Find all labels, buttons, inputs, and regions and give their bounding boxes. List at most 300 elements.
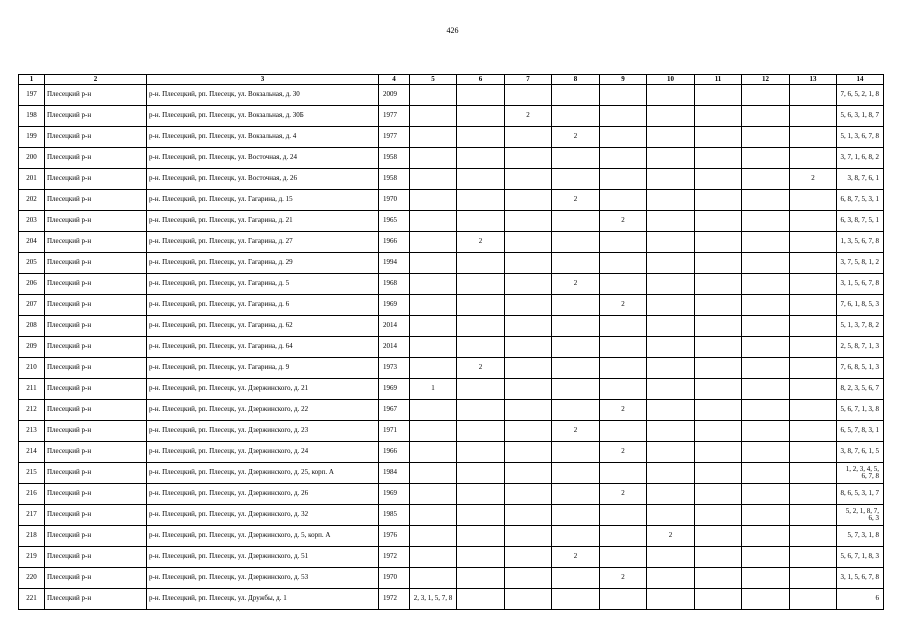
value-cell-col-12 [742, 148, 790, 169]
value-cell-col-12 [742, 505, 790, 526]
sequence-cell: 5, 6, 3, 1, 8, 7 [837, 106, 884, 127]
district-cell: Плесецкий р-н [45, 484, 147, 505]
year-cell: 1965 [379, 211, 410, 232]
table-row [19, 442, 884, 463]
table-row [19, 589, 884, 610]
value-cell-col-13 [790, 421, 837, 442]
value-cell-col-10 [647, 505, 695, 526]
value-cell-col-12 [742, 295, 790, 316]
value-cell-col-5 [410, 400, 457, 421]
table-row [19, 526, 884, 547]
header-row [19, 75, 884, 85]
value-cell-col-12 [742, 316, 790, 337]
value-cell-col-7 [505, 127, 552, 148]
value-cell-col-7 [505, 589, 552, 610]
value-cell-col-13 [790, 106, 837, 127]
address-cell: р-н. Плесецкий, рп. Плесецк, ул. Дзержинского, д. 5, корп. А [147, 526, 379, 547]
row-number-cell: 206 [19, 274, 45, 295]
table-row [19, 295, 884, 316]
value-cell-col-9 [600, 358, 647, 379]
value-cell-col-5 [410, 232, 457, 253]
value-cell-col-7 [505, 484, 552, 505]
value-cell-col-5 [410, 547, 457, 568]
value-cell-col-10 [647, 169, 695, 190]
value-cell-col-11 [695, 169, 742, 190]
table-row [19, 169, 884, 190]
address-cell: р-н. Плесецкий, рп. Плесецк, ул. Гагарина, д. 64 [147, 337, 379, 358]
value-cell-col-9 [600, 148, 647, 169]
address-cell: р-н. Плесецкий, рп. Плесецк, ул. Гагарина, д. 6 [147, 295, 379, 316]
value-cell-col-10 [647, 127, 695, 148]
year-cell: 1966 [379, 232, 410, 253]
value-cell-col-7 [505, 400, 552, 421]
row-number-cell: 197 [19, 85, 45, 106]
value-cell-col-8 [552, 253, 600, 274]
value-cell-col-11 [695, 190, 742, 211]
value-cell-col-13 [790, 232, 837, 253]
year-cell: 1958 [379, 148, 410, 169]
value-cell-col-11 [695, 547, 742, 568]
value-cell-col-9 [600, 547, 647, 568]
row-number-cell: 200 [19, 148, 45, 169]
value-cell-col-8: 2 [552, 421, 600, 442]
value-cell-col-13 [790, 589, 837, 610]
district-cell: Плесецкий р-н [45, 211, 147, 232]
value-cell-col-10 [647, 106, 695, 127]
value-cell-col-11 [695, 400, 742, 421]
table-row [19, 232, 884, 253]
value-cell-col-12 [742, 379, 790, 400]
value-cell-col-11 [695, 505, 742, 526]
column-header-5: 5 [410, 75, 457, 85]
value-cell-col-11 [695, 484, 742, 505]
value-cell-col-12 [742, 358, 790, 379]
value-cell-col-8 [552, 526, 600, 547]
value-cell-col-6 [457, 505, 505, 526]
year-cell: 1976 [379, 526, 410, 547]
value-cell-col-10 [647, 358, 695, 379]
year-cell: 1969 [379, 295, 410, 316]
value-cell-col-10: 2 [647, 526, 695, 547]
value-cell-col-9 [600, 169, 647, 190]
address-cell: р-н. Плесецкий, рп. Плесецк, ул. Вокзальная, д. 30 [147, 85, 379, 106]
row-number-cell: 212 [19, 400, 45, 421]
year-cell: 1984 [379, 463, 410, 484]
value-cell-col-10 [647, 568, 695, 589]
value-cell-col-13 [790, 379, 837, 400]
value-cell-col-8: 2 [552, 274, 600, 295]
table-row [19, 148, 884, 169]
value-cell-col-9 [600, 526, 647, 547]
value-cell-col-11 [695, 526, 742, 547]
value-cell-col-13 [790, 127, 837, 148]
address-cell: р-н. Плесецкий, рп. Плесецк, ул. Дзержинского, д. 26 [147, 484, 379, 505]
row-number-cell: 217 [19, 505, 45, 526]
value-cell-col-7 [505, 169, 552, 190]
value-cell-col-7 [505, 379, 552, 400]
value-cell-col-6 [457, 316, 505, 337]
value-cell-col-6 [457, 400, 505, 421]
table-body [19, 85, 884, 610]
value-cell-col-7 [505, 295, 552, 316]
value-cell-col-7 [505, 568, 552, 589]
table-row [19, 316, 884, 337]
district-cell: Плесецкий р-н [45, 274, 147, 295]
value-cell-col-6 [457, 589, 505, 610]
value-cell-col-12 [742, 211, 790, 232]
column-header-6: 6 [457, 75, 505, 85]
value-cell-col-11 [695, 589, 742, 610]
address-cell: р-н. Плесецкий, рп. Плесецк, ул. Дзержинского, д. 22 [147, 400, 379, 421]
value-cell-col-12 [742, 547, 790, 568]
address-cell: р-н. Плесецкий, рп. Плесецк, ул. Дзержинского, д. 32 [147, 505, 379, 526]
value-cell-col-5 [410, 127, 457, 148]
row-number-cell: 214 [19, 442, 45, 463]
value-cell-col-9: 2 [600, 211, 647, 232]
column-header-3: 3 [147, 75, 379, 85]
value-cell-col-7 [505, 148, 552, 169]
year-cell: 1969 [379, 379, 410, 400]
address-cell: р-н. Плесецкий, рп. Плесецк, ул. Дзержинского, д. 24 [147, 442, 379, 463]
value-cell-col-11 [695, 442, 742, 463]
value-cell-col-10 [647, 232, 695, 253]
value-cell-col-7 [505, 505, 552, 526]
value-cell-col-12 [742, 421, 790, 442]
value-cell-col-10 [647, 463, 695, 484]
district-cell: Плесецкий р-н [45, 148, 147, 169]
value-cell-col-10 [647, 589, 695, 610]
value-cell-col-6 [457, 106, 505, 127]
value-cell-col-9 [600, 589, 647, 610]
sequence-cell: 3, 1, 5, 6, 7, 8 [837, 568, 884, 589]
value-cell-col-5 [410, 85, 457, 106]
sequence-cell: 8, 6, 5, 3, 1, 7 [837, 484, 884, 505]
value-cell-col-9 [600, 316, 647, 337]
value-cell-col-13 [790, 568, 837, 589]
value-cell-col-9 [600, 253, 647, 274]
column-header-7: 7 [505, 75, 552, 85]
value-cell-col-9 [600, 421, 647, 442]
value-cell-col-12 [742, 400, 790, 421]
value-cell-col-9 [600, 106, 647, 127]
value-cell-col-8 [552, 337, 600, 358]
table-row [19, 127, 884, 148]
district-cell: Плесецкий р-н [45, 379, 147, 400]
value-cell-col-13 [790, 337, 837, 358]
table-row [19, 505, 884, 526]
value-cell-col-5: 1 [410, 379, 457, 400]
table-row [19, 358, 884, 379]
district-cell: Плесецкий р-н [45, 169, 147, 190]
sequence-cell: 3, 7, 1, 6, 8, 2 [837, 148, 884, 169]
address-cell: р-н. Плесецкий, рп. Плесецк, ул. Гагарина, д. 15 [147, 190, 379, 211]
row-number-cell: 218 [19, 526, 45, 547]
value-cell-col-7: 2 [505, 106, 552, 127]
value-cell-col-12 [742, 568, 790, 589]
table-row [19, 190, 884, 211]
value-cell-col-6 [457, 190, 505, 211]
value-cell-col-12 [742, 253, 790, 274]
value-cell-col-8 [552, 379, 600, 400]
value-cell-col-8 [552, 568, 600, 589]
value-cell-col-12 [742, 127, 790, 148]
value-cell-col-6 [457, 484, 505, 505]
row-number-cell: 207 [19, 295, 45, 316]
value-cell-col-6 [457, 148, 505, 169]
value-cell-col-11 [695, 148, 742, 169]
value-cell-col-9: 2 [600, 442, 647, 463]
table-row [19, 463, 884, 484]
value-cell-col-13 [790, 211, 837, 232]
year-cell: 1985 [379, 505, 410, 526]
sequence-cell: 6 [837, 589, 884, 610]
value-cell-col-10 [647, 274, 695, 295]
address-cell: р-н. Плесецкий, рп. Плесецк, ул. Гагарина, д. 5 [147, 274, 379, 295]
value-cell-col-5 [410, 253, 457, 274]
sequence-cell: 8, 2, 3, 5, 6, 7 [837, 379, 884, 400]
district-cell: Плесецкий р-н [45, 568, 147, 589]
value-cell-col-10 [647, 484, 695, 505]
value-cell-col-5 [410, 421, 457, 442]
value-cell-col-7 [505, 274, 552, 295]
sequence-cell: 1, 3, 5, 6, 7, 8 [837, 232, 884, 253]
value-cell-col-11 [695, 211, 742, 232]
value-cell-col-5 [410, 526, 457, 547]
value-cell-col-9 [600, 85, 647, 106]
table-row [19, 337, 884, 358]
value-cell-col-12 [742, 589, 790, 610]
value-cell-col-8: 2 [552, 190, 600, 211]
value-cell-col-9 [600, 505, 647, 526]
column-header-10: 10 [647, 75, 695, 85]
row-number-cell: 215 [19, 463, 45, 484]
sequence-cell: 7, 6, 5, 2, 1, 8 [837, 85, 884, 106]
value-cell-col-13 [790, 274, 837, 295]
row-number-cell: 209 [19, 337, 45, 358]
row-number-cell: 211 [19, 379, 45, 400]
page-number: 426 [446, 26, 459, 35]
sequence-cell: 6, 3, 8, 7, 5, 1 [837, 211, 884, 232]
value-cell-col-9 [600, 274, 647, 295]
value-cell-col-13 [790, 316, 837, 337]
year-cell: 1972 [379, 547, 410, 568]
value-cell-col-9 [600, 127, 647, 148]
value-cell-col-12 [742, 232, 790, 253]
value-cell-col-5 [410, 442, 457, 463]
value-cell-col-8 [552, 106, 600, 127]
value-cell-col-8 [552, 232, 600, 253]
value-cell-col-5 [410, 337, 457, 358]
value-cell-col-6 [457, 547, 505, 568]
district-cell: Плесецкий р-н [45, 106, 147, 127]
value-cell-col-5 [410, 190, 457, 211]
value-cell-col-11 [695, 295, 742, 316]
sequence-cell: 6, 8, 7, 5, 3, 1 [837, 190, 884, 211]
value-cell-col-7 [505, 85, 552, 106]
value-cell-col-13 [790, 505, 837, 526]
value-cell-col-11 [695, 232, 742, 253]
district-cell: Плесецкий р-н [45, 505, 147, 526]
address-cell: р-н. Плесецкий, рп. Плесецк, ул. Восточная, д. 26 [147, 169, 379, 190]
address-cell: р-н. Плесецкий, рп. Плесецк, ул. Гагарина, д. 62 [147, 316, 379, 337]
table-row [19, 274, 884, 295]
value-cell-col-13 [790, 400, 837, 421]
value-cell-col-10 [647, 148, 695, 169]
district-cell: Плесецкий р-н [45, 85, 147, 106]
value-cell-col-6 [457, 169, 505, 190]
value-cell-col-6 [457, 526, 505, 547]
value-cell-col-7 [505, 316, 552, 337]
value-cell-col-6 [457, 442, 505, 463]
sequence-cell: 3, 7, 5, 8, 1, 2 [837, 253, 884, 274]
sequence-cell: 3, 8, 7, 6, 1 [837, 169, 884, 190]
value-cell-col-7 [505, 190, 552, 211]
table-row [19, 379, 884, 400]
address-cell: р-н. Плесецкий, рп. Плесецк, ул. Дзержинского, д. 23 [147, 421, 379, 442]
district-cell: Плесецкий р-н [45, 421, 147, 442]
value-cell-col-8 [552, 400, 600, 421]
value-cell-col-6 [457, 379, 505, 400]
row-number-cell: 203 [19, 211, 45, 232]
value-cell-col-7 [505, 211, 552, 232]
value-cell-col-9 [600, 190, 647, 211]
value-cell-col-11 [695, 358, 742, 379]
value-cell-col-8: 2 [552, 547, 600, 568]
value-cell-col-8 [552, 85, 600, 106]
column-header-4: 4 [379, 75, 410, 85]
row-number-cell: 198 [19, 106, 45, 127]
year-cell: 2014 [379, 316, 410, 337]
value-cell-col-10 [647, 316, 695, 337]
table-row [19, 568, 884, 589]
district-cell: Плесецкий р-н [45, 127, 147, 148]
value-cell-col-12 [742, 169, 790, 190]
value-cell-col-5 [410, 484, 457, 505]
value-cell-col-7 [505, 442, 552, 463]
district-cell: Плесецкий р-н [45, 295, 147, 316]
value-cell-col-13 [790, 253, 837, 274]
row-number-cell: 210 [19, 358, 45, 379]
value-cell-col-11 [695, 379, 742, 400]
value-cell-col-8 [552, 505, 600, 526]
year-cell: 1969 [379, 484, 410, 505]
value-cell-col-13 [790, 190, 837, 211]
value-cell-col-10 [647, 400, 695, 421]
year-cell: 2014 [379, 337, 410, 358]
address-cell: р-н. Плесецкий, рп. Плесецк, ул. Вокзальная, д. 4 [147, 127, 379, 148]
sequence-cell: 5, 1, 3, 7, 8, 2 [837, 316, 884, 337]
value-cell-col-5 [410, 274, 457, 295]
value-cell-col-8 [552, 316, 600, 337]
value-cell-col-8 [552, 169, 600, 190]
value-cell-col-11 [695, 463, 742, 484]
address-cell: р-н. Плесецкий, рп. Плесецк, ул. Восточная, д. 24 [147, 148, 379, 169]
value-cell-col-10 [647, 442, 695, 463]
sequence-cell: 2, 5, 8, 7, 1, 3 [837, 337, 884, 358]
value-cell-col-10 [647, 337, 695, 358]
sequence-cell: 5, 7, 3, 1, 8 [837, 526, 884, 547]
value-cell-col-10 [647, 547, 695, 568]
value-cell-col-7 [505, 232, 552, 253]
column-header-1: 1 [19, 75, 45, 85]
table-row [19, 85, 884, 106]
district-cell: Плесецкий р-н [45, 316, 147, 337]
sequence-cell: 3, 1, 5, 6, 7, 8 [837, 274, 884, 295]
address-cell: р-н. Плесецкий, рп. Плесецк, ул. Гагарина, д. 21 [147, 211, 379, 232]
value-cell-col-10 [647, 190, 695, 211]
row-number-cell: 204 [19, 232, 45, 253]
value-cell-col-13 [790, 358, 837, 379]
value-cell-col-5 [410, 358, 457, 379]
row-number-cell: 213 [19, 421, 45, 442]
value-cell-col-12 [742, 463, 790, 484]
value-cell-col-13 [790, 526, 837, 547]
value-cell-col-10 [647, 253, 695, 274]
year-cell: 1966 [379, 442, 410, 463]
value-cell-col-13 [790, 295, 837, 316]
district-cell: Плесецкий р-н [45, 547, 147, 568]
table-row [19, 253, 884, 274]
column-header-2: 2 [45, 75, 147, 85]
value-cell-col-11 [695, 106, 742, 127]
column-header-8: 8 [552, 75, 600, 85]
table-row [19, 211, 884, 232]
value-cell-col-9: 2 [600, 484, 647, 505]
value-cell-col-5 [410, 148, 457, 169]
row-number-cell: 208 [19, 316, 45, 337]
value-cell-col-12 [742, 274, 790, 295]
value-cell-col-8 [552, 463, 600, 484]
column-header-12: 12 [742, 75, 790, 85]
year-cell: 1973 [379, 358, 410, 379]
value-cell-col-13 [790, 85, 837, 106]
value-cell-col-8 [552, 295, 600, 316]
value-cell-col-11 [695, 421, 742, 442]
value-cell-col-10 [647, 85, 695, 106]
value-cell-col-6 [457, 295, 505, 316]
value-cell-col-6: 2 [457, 358, 505, 379]
address-cell: р-н. Плесецкий, рп. Плесецк, ул. Гагарина, д. 27 [147, 232, 379, 253]
year-cell: 1958 [379, 169, 410, 190]
value-cell-col-7 [505, 463, 552, 484]
sequence-cell: 7, 6, 1, 8, 5, 3 [837, 295, 884, 316]
value-cell-col-12 [742, 190, 790, 211]
district-cell: Плесецкий р-н [45, 232, 147, 253]
value-cell-col-12 [742, 484, 790, 505]
value-cell-col-9 [600, 379, 647, 400]
table-row [19, 400, 884, 421]
table-row [19, 421, 884, 442]
value-cell-col-12 [742, 85, 790, 106]
year-cell: 1970 [379, 190, 410, 211]
value-cell-col-11 [695, 253, 742, 274]
table-row [19, 547, 884, 568]
row-number-cell: 199 [19, 127, 45, 148]
sequence-cell: 3, 8, 7, 6, 1, 5 [837, 442, 884, 463]
row-number-cell: 216 [19, 484, 45, 505]
row-number-cell: 220 [19, 568, 45, 589]
value-cell-col-13 [790, 463, 837, 484]
value-cell-col-6 [457, 274, 505, 295]
sequence-cell: 6, 5, 7, 8, 3, 1 [837, 421, 884, 442]
address-cell: р-н. Плесецкий, рп. Плесецк, ул. Вокзальная, д. 30Б [147, 106, 379, 127]
value-cell-col-8 [552, 484, 600, 505]
value-cell-col-11 [695, 568, 742, 589]
sequence-cell: 1, 2, 3, 4, 5, 6, 7, 8 [837, 463, 884, 484]
address-cell: р-н. Плесецкий, рп. Плесецк, ул. Дружбы, д. 1 [147, 589, 379, 610]
address-cell: р-н. Плесецкий, рп. Плесецк, ул. Гагарина, д. 9 [147, 358, 379, 379]
row-number-cell: 201 [19, 169, 45, 190]
